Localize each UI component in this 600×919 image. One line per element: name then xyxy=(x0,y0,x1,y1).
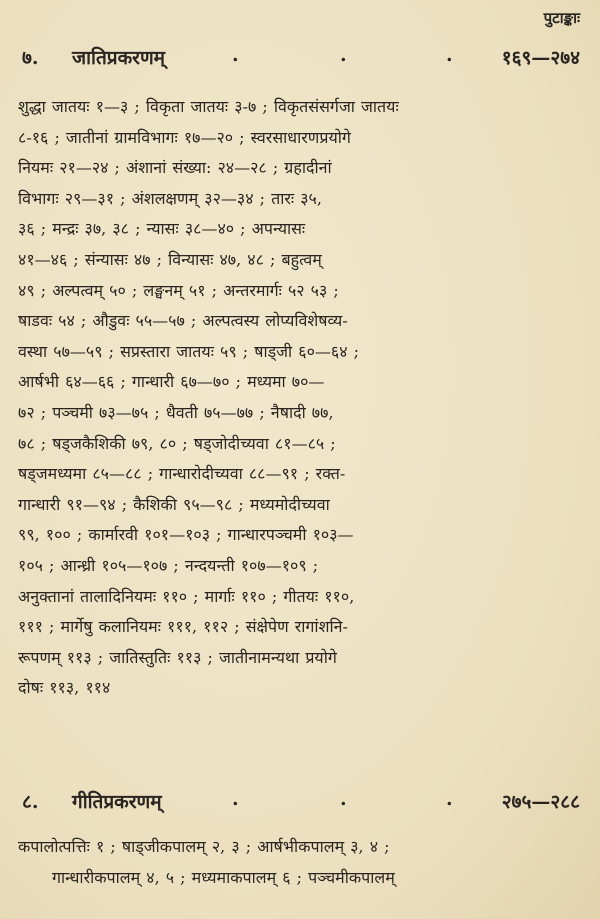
text-line: दोषः ११३, ११४ xyxy=(18,678,111,698)
section-heading-8 xyxy=(22,788,580,816)
section-number: ८. xyxy=(22,791,39,813)
text-line: वस्था ५७—५९ ; सप्रस्तारा जातयः ५९ ; षाड्जी ६०—६४ ; xyxy=(18,341,360,361)
page-number-column-label: पुटाङ्काः xyxy=(543,9,580,27)
leader-dot: . xyxy=(340,788,347,810)
text-line: नियमः २१—२४ ; अंशानां संख्या: २४—२८ ; ग्रहादीनां xyxy=(18,158,332,178)
text-line: आर्षभी ६४—६६ ; गान्धारी ६७—७० ; मध्यमा ७०— xyxy=(18,372,325,392)
section-contents-7 xyxy=(18,92,584,704)
text-line: ४१—४६ ; संन्यासः ४७ ; विन्यासः ४७, ४८ ; बहुत्वम् xyxy=(18,249,322,269)
text-line: ७२ ; पञ्चमी ७३—७५ ; धैवती ७५—७७ ; नैषादी ७७, xyxy=(18,402,334,422)
text-line: गान्धारी ९१—९४ ; कैशिकी ९५—९८ ; मध्यमोदीच्यवा xyxy=(18,494,330,514)
text-line: ८-१६ ; जातीनां ग्रामविभागः १७—२० ; स्वरसाधारणप्रयोगे xyxy=(18,127,351,147)
text-line: १११ ; मार्गेषु कलानियमः १११, ११२ ; संक्षेपेण रागांशनि- xyxy=(18,617,348,637)
section-contents-8 xyxy=(18,832,584,893)
text-line: ७८ ; षड्जकैशिकी ७९, ८० ; षड्जोदीच्यवा ८१—८५ ; xyxy=(18,433,336,453)
section-page-range: २७५—२८८ xyxy=(501,791,580,813)
text-line: शुद्धा जातयः १—३ ; विकृता जातयः ३-७ ; विकृतसंसर्गजा जातयः xyxy=(18,97,399,116)
section-title: जातिप्रकरणम् xyxy=(72,47,166,69)
leader-dot: . xyxy=(446,788,453,810)
text-line: १०५ ; आन्ध्री १०५—१०७ ; नन्दयन्ती १०७—१०९ ; xyxy=(18,555,319,575)
section-title: गीतिप्रकरणम् xyxy=(72,791,162,813)
text-line: अनुक्तानां तालादिनियमः ११० ; मार्गाः ११० ; गीतयः ११०, xyxy=(18,586,355,606)
text-line: षड्जमध्यमा ८५—८८ ; गान्धारोदीच्यवा ८८—९१ ; रक्त- xyxy=(18,464,346,484)
text-line: रूपणम् ११३ ; जातिस्तुतिः ११३ ; जातीनामन्यथा प्रयोगे xyxy=(18,647,337,667)
text-line: ३६ ; मन्द्रः ३७, ३८ ; न्यासः ३८—४० ; अपन्यासः xyxy=(18,219,306,239)
text-line: षाडवः ५४ ; औडुवः ५५—५७ ; अल्पत्वस्य लोप्यविशेषव्य- xyxy=(18,311,348,331)
section-page-range: १६९—२७४ xyxy=(501,47,580,69)
section-number: ७. xyxy=(22,47,39,69)
leader-dot: . xyxy=(232,44,239,66)
leader-dot: . xyxy=(232,788,239,810)
leader-dot: . xyxy=(340,44,347,66)
text-line: ९९, १०० ; कार्मारवी १०१—१०३ ; गान्धारपञ्चमी १०३— xyxy=(18,525,354,545)
text-line: कपालोत्पत्तिः १ ; षाड्जीकपालम् २, ३ ; आर्षभीकपालम् ३, ४ ; xyxy=(18,837,390,856)
text-line: विभागः २९—३१ ; अंशलक्षणम् ३२—३४ ; तारः ३५, xyxy=(18,188,322,208)
text-line: ४९ ; अल्पत्वम् ५० ; लङ्घनम् ५१ ; अन्तरमार्गः ५२ ५३ ; xyxy=(18,280,339,300)
leader-dot: . xyxy=(446,44,453,66)
text-line: गान्धारीकपालम् ४, ५ ; मध्यमाकपालम् ६ ; पञ्चमीकपालम् xyxy=(52,867,395,887)
section-heading-7 xyxy=(22,44,580,72)
